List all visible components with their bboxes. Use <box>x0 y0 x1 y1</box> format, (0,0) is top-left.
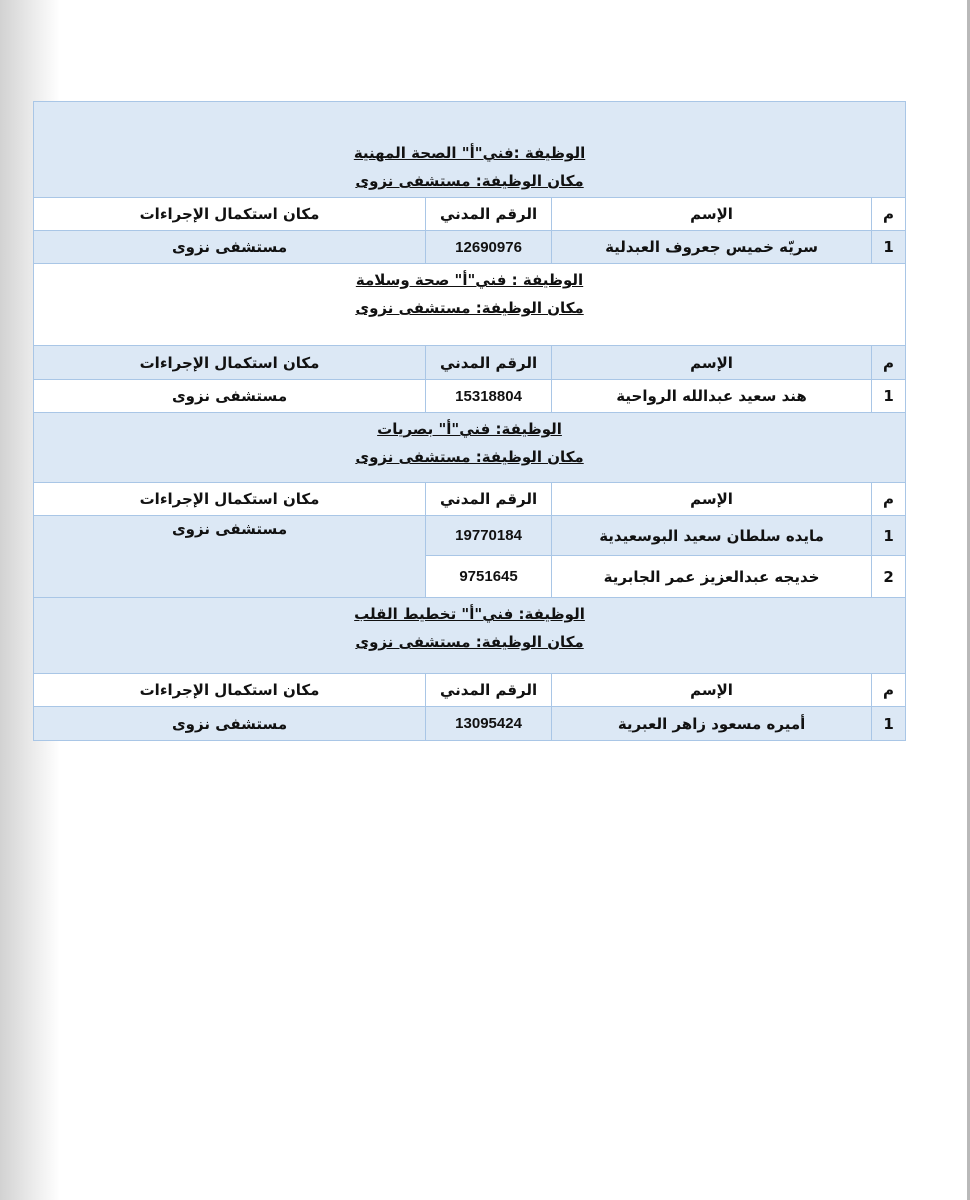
col-index-header: م <box>872 674 906 707</box>
section-title-row <box>34 413 906 483</box>
row-completion-place: مستشفى نزوى <box>34 516 426 598</box>
col-civil-id-header: الرقم المدني <box>426 483 552 516</box>
column-header-row <box>34 346 906 380</box>
col-index-header: م <box>872 346 906 380</box>
col-name-header: الإسم <box>552 346 872 380</box>
job-title: الوظيفة: فني"أ" بصريات <box>377 420 562 438</box>
row-civil-id: 15318804 <box>426 380 552 413</box>
table-row <box>34 380 906 413</box>
col-completion-place-header: مكان استكمال الإجراءات <box>34 198 426 231</box>
column-header-row <box>34 198 906 231</box>
row-index: 1 <box>872 231 906 264</box>
job-location: مكان الوظيفة: مستشفى نزوى <box>355 448 584 466</box>
job-title: الوظيفة :فني"أ" الصحة المهنية <box>353 144 586 162</box>
section-title <box>34 102 906 198</box>
row-index: 1 <box>872 516 906 556</box>
row-civil-id: 12690976 <box>426 231 552 264</box>
row-name: أميره مسعود زاهر العبرية <box>552 707 872 741</box>
row-civil-id: 19770184 <box>426 516 552 556</box>
section-title-row <box>34 598 906 674</box>
col-name-header: الإسم <box>552 198 872 231</box>
section-title <box>34 264 906 346</box>
row-name: هند سعيد عبدالله الرواحية <box>552 380 872 413</box>
column-header-row <box>34 674 906 707</box>
row-name: سريّه خميس جعروف العبدلية <box>552 231 872 264</box>
table-row <box>34 231 906 264</box>
table-row <box>34 707 906 741</box>
job-title: الوظيفة: فني"أ" تخطيط القلب <box>354 605 585 623</box>
col-completion-place-header: مكان استكمال الإجراءات <box>34 674 426 707</box>
row-completion-place: مستشفى نزوى <box>34 707 426 741</box>
row-completion-place: مستشفى نزوى <box>34 380 426 413</box>
table-row <box>34 516 906 556</box>
col-civil-id-header: الرقم المدني <box>426 198 552 231</box>
row-completion-place: مستشفى نزوى <box>34 231 426 264</box>
section-title <box>34 598 906 674</box>
row-civil-id: 13095424 <box>426 707 552 741</box>
col-index-header: م <box>872 483 906 516</box>
col-completion-place-header: مكان استكمال الإجراءات <box>34 346 426 380</box>
row-civil-id: 9751645 <box>426 556 552 598</box>
col-name-header: الإسم <box>552 483 872 516</box>
section-title-row <box>34 264 906 346</box>
row-index: 1 <box>872 380 906 413</box>
candidates-table <box>33 101 906 741</box>
row-name: خديجه عبدالعزيز عمر الجابرية <box>552 556 872 598</box>
job-location: مكان الوظيفة: مستشفى نزوى <box>355 633 584 651</box>
row-index: 2 <box>872 556 906 598</box>
col-completion-place-header: مكان استكمال الإجراءات <box>34 483 426 516</box>
row-index: 1 <box>872 707 906 741</box>
col-name-header: الإسم <box>552 674 872 707</box>
col-index-header: م <box>872 198 906 231</box>
col-civil-id-header: الرقم المدني <box>426 346 552 380</box>
job-location: مكان الوظيفة: مستشفى نزوى <box>355 172 584 190</box>
job-location: مكان الوظيفة: مستشفى نزوى <box>355 299 584 317</box>
job-title: الوظيفة : فني"أ" صحة وسلامة <box>355 271 584 289</box>
col-civil-id-header: الرقم المدني <box>426 674 552 707</box>
section-title-row <box>34 102 906 198</box>
column-header-row <box>34 483 906 516</box>
section-title <box>34 413 906 483</box>
row-name: مايده سلطان سعيد البوسعيدية <box>552 516 872 556</box>
